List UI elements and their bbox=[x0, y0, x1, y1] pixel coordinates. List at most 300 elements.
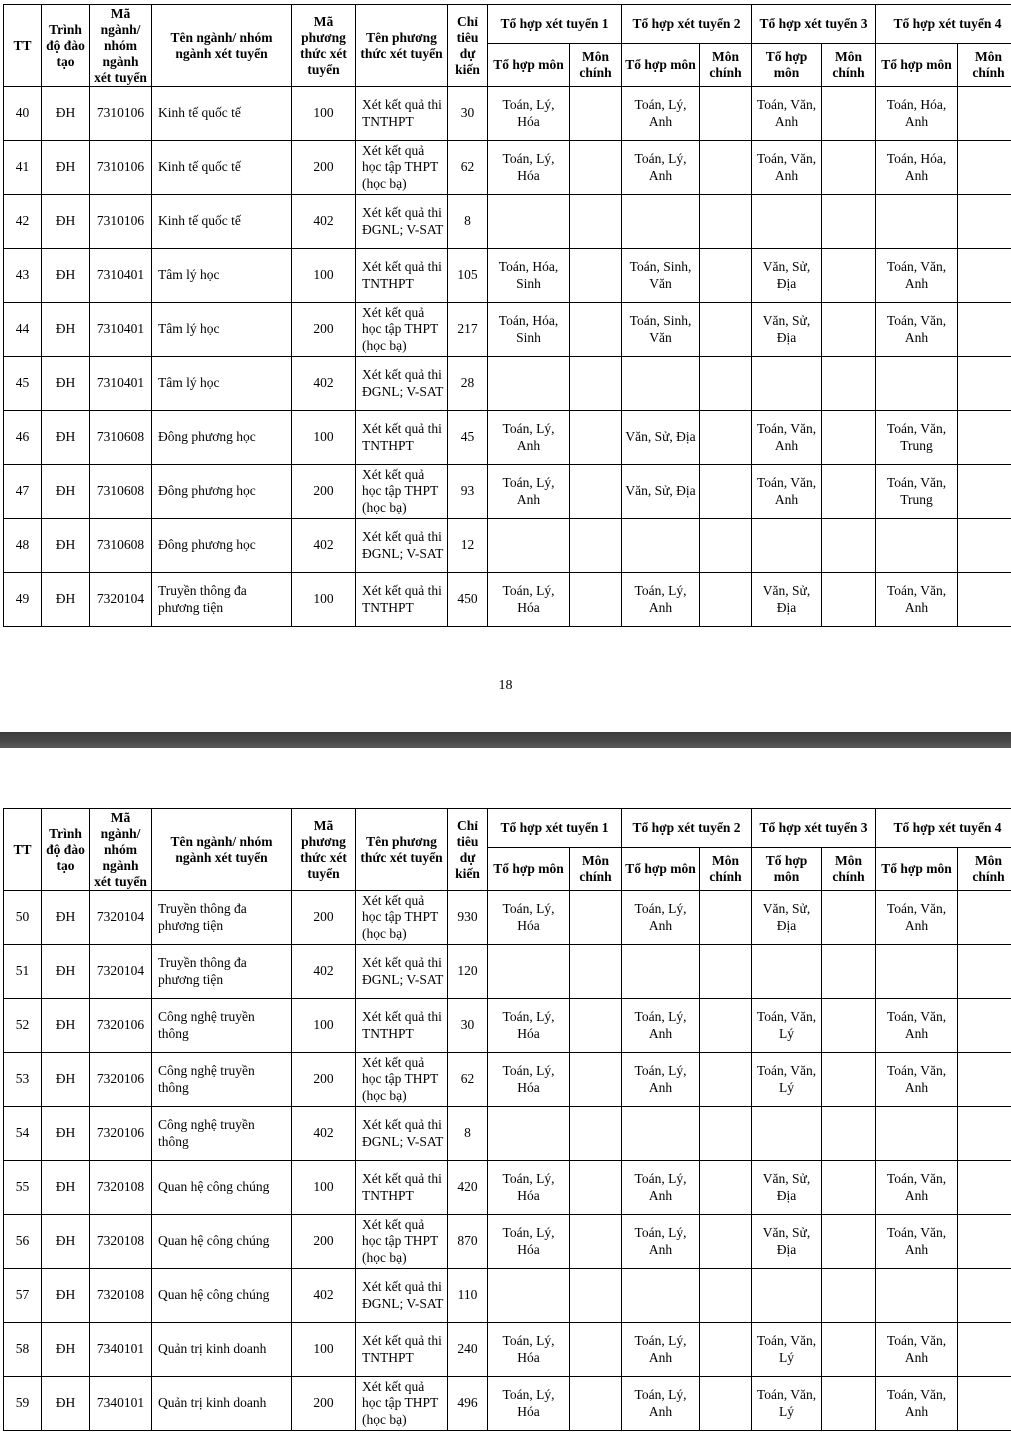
cell-chi-tieu: 93 bbox=[448, 465, 488, 519]
cell-ten-phuong-thuc: Xét kết quả thi TNTHPT bbox=[356, 1323, 448, 1377]
cell-ten-nganh: Quản trị kinh doanh bbox=[152, 1377, 292, 1431]
cell-mon-chinh-2 bbox=[700, 1215, 752, 1269]
cell-chi-tieu: 450 bbox=[448, 573, 488, 627]
table-row bbox=[4, 411, 1011, 465]
page-number: 18 bbox=[498, 678, 513, 693]
cell-mon-chinh-2 bbox=[700, 87, 752, 141]
table-row bbox=[4, 573, 1011, 627]
cell-to-hop-1: Toán, Hóa, Sinh bbox=[488, 249, 570, 303]
cell-mon-chinh-4 bbox=[958, 1053, 1011, 1107]
cell-chi-tieu: 420 bbox=[448, 1161, 488, 1215]
cell-mon-chinh-3 bbox=[822, 1323, 876, 1377]
header-ten-phuong-thuc: Tên phương thức xét tuyển bbox=[356, 809, 448, 891]
cell-ten-nganh: Tâm lý học bbox=[152, 357, 292, 411]
cell-mon-chinh-4 bbox=[958, 891, 1011, 945]
cell-ten-phuong-thuc: Xét kết quả học tập THPT (học bạ) bbox=[356, 303, 448, 357]
cell-ma-phuong-thuc: 200 bbox=[292, 891, 356, 945]
cell-mon-chinh-4 bbox=[958, 195, 1011, 249]
cell-tt: 46 bbox=[4, 411, 42, 465]
cell-ten-nganh: Kinh tế quốc tế bbox=[152, 141, 292, 195]
cell-trinh-do: ĐH bbox=[42, 891, 90, 945]
cell-to-hop-4: Toán, Hóa, Anh bbox=[876, 141, 958, 195]
cell-trinh-do: ĐH bbox=[42, 1377, 90, 1431]
cell-trinh-do: ĐH bbox=[42, 1323, 90, 1377]
cell-to-hop-2: Toán, Lý, Anh bbox=[622, 1161, 700, 1215]
cell-to-hop-3 bbox=[752, 945, 822, 999]
table-row bbox=[4, 519, 1011, 573]
table-row bbox=[4, 195, 1011, 249]
cell-mon-chinh-1 bbox=[570, 1269, 622, 1323]
cell-mon-chinh-1 bbox=[570, 195, 622, 249]
cell-ma-phuong-thuc: 402 bbox=[292, 1107, 356, 1161]
cell-to-hop-3: Toán, Văn, Lý bbox=[752, 1377, 822, 1431]
cell-to-hop-2: Toán, Lý, Anh bbox=[622, 141, 700, 195]
cell-mon-chinh-4 bbox=[958, 303, 1011, 357]
table-row bbox=[4, 303, 1011, 357]
cell-trinh-do: ĐH bbox=[42, 945, 90, 999]
header-group-4: Tổ hợp xét tuyển 4 bbox=[876, 809, 1011, 848]
cell-to-hop-1: Toán, Hóa, Sinh bbox=[488, 303, 570, 357]
cell-mon-chinh-3 bbox=[822, 891, 876, 945]
cell-to-hop-4: Toán, Văn, Anh bbox=[876, 1215, 958, 1269]
cell-ma-nganh: 7310401 bbox=[90, 303, 152, 357]
cell-ma-nganh: 7320106 bbox=[90, 1053, 152, 1107]
cell-mon-chinh-4 bbox=[958, 1269, 1011, 1323]
cell-ma-phuong-thuc: 402 bbox=[292, 195, 356, 249]
cell-ma-nganh: 7320108 bbox=[90, 1269, 152, 1323]
cell-mon-chinh-3 bbox=[822, 1053, 876, 1107]
cell-ten-phuong-thuc: Xét kết quả thi ĐGNL; V-SAT bbox=[356, 357, 448, 411]
cell-ma-nganh: 7320104 bbox=[90, 945, 152, 999]
cell-tt: 52 bbox=[4, 999, 42, 1053]
cell-to-hop-1: Toán, Lý, Hóa bbox=[488, 1161, 570, 1215]
cell-to-hop-2 bbox=[622, 1269, 700, 1323]
cell-trinh-do: ĐH bbox=[42, 357, 90, 411]
header-ma-nganh: Mã ngành/ nhóm ngành xét tuyển bbox=[90, 809, 152, 891]
header-chi-tieu: Chỉ tiêu dự kiến bbox=[448, 809, 488, 891]
cell-to-hop-1 bbox=[488, 1107, 570, 1161]
cell-chi-tieu: 62 bbox=[448, 141, 488, 195]
header-group-3: Tổ hợp xét tuyển 3 bbox=[752, 809, 876, 848]
cell-trinh-do: ĐH bbox=[42, 411, 90, 465]
cell-trinh-do: ĐH bbox=[42, 87, 90, 141]
header-group-3: Tổ hợp xét tuyển 3 bbox=[752, 5, 876, 44]
cell-to-hop-4 bbox=[876, 519, 958, 573]
cell-chi-tieu: 930 bbox=[448, 891, 488, 945]
cell-mon-chinh-1 bbox=[570, 1107, 622, 1161]
cell-ten-nganh: Kinh tế quốc tế bbox=[152, 87, 292, 141]
cell-mon-chinh-1 bbox=[570, 891, 622, 945]
cell-ten-nganh: Đông phương học bbox=[152, 411, 292, 465]
cell-trinh-do: ĐH bbox=[42, 1161, 90, 1215]
cell-ma-nganh: 7310106 bbox=[90, 195, 152, 249]
cell-to-hop-3 bbox=[752, 1107, 822, 1161]
cell-to-hop-3: Văn, Sử, Địa bbox=[752, 1215, 822, 1269]
cell-mon-chinh-1 bbox=[570, 573, 622, 627]
header-group-2: Tổ hợp xét tuyển 2 bbox=[622, 5, 752, 44]
cell-chi-tieu: 12 bbox=[448, 519, 488, 573]
cell-mon-chinh-4 bbox=[958, 945, 1011, 999]
cell-ma-nganh: 7310106 bbox=[90, 87, 152, 141]
cell-to-hop-2: Toán, Lý, Anh bbox=[622, 573, 700, 627]
header-trinh-do: Trình độ đào tạo bbox=[42, 809, 90, 891]
page-separator bbox=[0, 732, 1011, 748]
cell-ma-nganh: 7320108 bbox=[90, 1215, 152, 1269]
cell-to-hop-4: Toán, Văn, Trung bbox=[876, 465, 958, 519]
cell-to-hop-3: Toán, Văn, Lý bbox=[752, 1323, 822, 1377]
cell-mon-chinh-4 bbox=[958, 87, 1011, 141]
cell-ten-phuong-thuc: Xét kết quả thi ĐGNL; V-SAT bbox=[356, 1269, 448, 1323]
cell-to-hop-1 bbox=[488, 357, 570, 411]
cell-ten-phuong-thuc: Xét kết quả thi TNTHPT bbox=[356, 411, 448, 465]
cell-mon-chinh-2 bbox=[700, 1269, 752, 1323]
cell-mon-chinh-3 bbox=[822, 1107, 876, 1161]
cell-to-hop-2: Toán, Sinh, Văn bbox=[622, 303, 700, 357]
table-row bbox=[4, 87, 1011, 141]
cell-ten-phuong-thuc: Xét kết quả học tập THPT (học bạ) bbox=[356, 1215, 448, 1269]
header-group-1: Tổ hợp xét tuyển 1 bbox=[488, 809, 622, 848]
cell-mon-chinh-3 bbox=[822, 141, 876, 195]
cell-to-hop-2: Toán, Lý, Anh bbox=[622, 1377, 700, 1431]
cell-to-hop-4: Toán, Văn, Anh bbox=[876, 1053, 958, 1107]
cell-to-hop-4: Toán, Văn, Anh bbox=[876, 303, 958, 357]
cell-mon-chinh-2 bbox=[700, 891, 752, 945]
cell-ma-phuong-thuc: 100 bbox=[292, 1323, 356, 1377]
cell-mon-chinh-3 bbox=[822, 411, 876, 465]
cell-ma-phuong-thuc: 200 bbox=[292, 1053, 356, 1107]
header-to-hop-mon: Tổ hợp môn bbox=[752, 848, 822, 891]
cell-mon-chinh-4 bbox=[958, 465, 1011, 519]
cell-to-hop-3: Toán, Văn, Anh bbox=[752, 411, 822, 465]
table-row bbox=[4, 1053, 1011, 1107]
cell-mon-chinh-3 bbox=[822, 999, 876, 1053]
cell-to-hop-2: Toán, Lý, Anh bbox=[622, 1215, 700, 1269]
cell-mon-chinh-3 bbox=[822, 465, 876, 519]
header-to-hop-mon: Tổ hợp môn bbox=[876, 44, 958, 87]
cell-ma-nganh: 7320104 bbox=[90, 573, 152, 627]
cell-to-hop-1: Toán, Lý, Hóa bbox=[488, 573, 570, 627]
cell-ma-nganh: 7340101 bbox=[90, 1323, 152, 1377]
cell-trinh-do: ĐH bbox=[42, 141, 90, 195]
cell-ten-phuong-thuc: Xét kết quả học tập THPT (học bạ) bbox=[356, 141, 448, 195]
cell-to-hop-4: Toán, Văn, Anh bbox=[876, 891, 958, 945]
header-to-hop-mon: Tổ hợp môn bbox=[876, 848, 958, 891]
table-row bbox=[4, 999, 1011, 1053]
cell-to-hop-2: Văn, Sử, Địa bbox=[622, 411, 700, 465]
cell-chi-tieu: 240 bbox=[448, 1323, 488, 1377]
header-mon-chinh: Môn chính bbox=[700, 44, 752, 87]
cell-mon-chinh-3 bbox=[822, 1161, 876, 1215]
cell-to-hop-2: Toán, Lý, Anh bbox=[622, 1053, 700, 1107]
cell-mon-chinh-4 bbox=[958, 1377, 1011, 1431]
cell-to-hop-2 bbox=[622, 357, 700, 411]
cell-mon-chinh-3 bbox=[822, 1269, 876, 1323]
cell-mon-chinh-2 bbox=[700, 411, 752, 465]
cell-trinh-do: ĐH bbox=[42, 519, 90, 573]
cell-to-hop-3 bbox=[752, 357, 822, 411]
cell-to-hop-1: Toán, Lý, Hóa bbox=[488, 1377, 570, 1431]
admission-table bbox=[3, 4, 1011, 627]
cell-ma-phuong-thuc: 402 bbox=[292, 519, 356, 573]
cell-ten-nganh: Tâm lý học bbox=[152, 249, 292, 303]
cell-to-hop-4 bbox=[876, 1269, 958, 1323]
header-group-4: Tổ hợp xét tuyển 4 bbox=[876, 5, 1011, 44]
header-to-hop-mon: Tổ hợp môn bbox=[488, 44, 570, 87]
cell-mon-chinh-4 bbox=[958, 1215, 1011, 1269]
cell-mon-chinh-4 bbox=[958, 141, 1011, 195]
header-mon-chinh: Môn chính bbox=[958, 848, 1011, 891]
table-row bbox=[4, 249, 1011, 303]
cell-to-hop-3: Toán, Văn, Lý bbox=[752, 999, 822, 1053]
cell-mon-chinh-1 bbox=[570, 465, 622, 519]
cell-mon-chinh-2 bbox=[700, 357, 752, 411]
cell-mon-chinh-1 bbox=[570, 1377, 622, 1431]
cell-mon-chinh-3 bbox=[822, 1377, 876, 1431]
header-tt: TT bbox=[4, 5, 42, 87]
cell-trinh-do: ĐH bbox=[42, 1107, 90, 1161]
cell-trinh-do: ĐH bbox=[42, 465, 90, 519]
header-mon-chinh: Môn chính bbox=[822, 44, 876, 87]
cell-mon-chinh-2 bbox=[700, 1107, 752, 1161]
table-row bbox=[4, 1323, 1011, 1377]
header-trinh-do: Trình độ đào tạo bbox=[42, 5, 90, 87]
cell-mon-chinh-3 bbox=[822, 1215, 876, 1269]
cell-mon-chinh-2 bbox=[700, 195, 752, 249]
cell-tt: 53 bbox=[4, 1053, 42, 1107]
cell-mon-chinh-3 bbox=[822, 945, 876, 999]
cell-ten-phuong-thuc: Xét kết quả học tập THPT (học bạ) bbox=[356, 891, 448, 945]
cell-chi-tieu: 496 bbox=[448, 1377, 488, 1431]
cell-ma-phuong-thuc: 402 bbox=[292, 357, 356, 411]
cell-chi-tieu: 110 bbox=[448, 1269, 488, 1323]
cell-tt: 49 bbox=[4, 573, 42, 627]
cell-mon-chinh-1 bbox=[570, 519, 622, 573]
cell-ten-nganh: Đông phương học bbox=[152, 465, 292, 519]
cell-ten-nganh: Công nghệ truyền thông bbox=[152, 1053, 292, 1107]
cell-ten-phuong-thuc: Xét kết quả thi TNTHPT bbox=[356, 249, 448, 303]
cell-mon-chinh-1 bbox=[570, 87, 622, 141]
table-row bbox=[4, 141, 1011, 195]
header-mon-chinh: Môn chính bbox=[570, 848, 622, 891]
cell-ma-phuong-thuc: 402 bbox=[292, 945, 356, 999]
cell-ten-phuong-thuc: Xét kết quả thi ĐGNL; V-SAT bbox=[356, 195, 448, 249]
cell-to-hop-3: Toán, Văn, Anh bbox=[752, 465, 822, 519]
cell-mon-chinh-2 bbox=[700, 1377, 752, 1431]
cell-trinh-do: ĐH bbox=[42, 303, 90, 357]
cell-to-hop-4 bbox=[876, 195, 958, 249]
cell-ma-nganh: 7310106 bbox=[90, 141, 152, 195]
cell-ten-phuong-thuc: Xét kết quả thi ĐGNL; V-SAT bbox=[356, 519, 448, 573]
header-group-1: Tổ hợp xét tuyển 1 bbox=[488, 5, 622, 44]
table-body bbox=[4, 891, 1011, 1431]
cell-tt: 56 bbox=[4, 1215, 42, 1269]
cell-to-hop-4: Toán, Văn, Anh bbox=[876, 573, 958, 627]
cell-mon-chinh-4 bbox=[958, 411, 1011, 465]
header-ten-nganh: Tên ngành/ nhóm ngành xét tuyển bbox=[152, 5, 292, 87]
cell-mon-chinh-3 bbox=[822, 195, 876, 249]
header-ma-phuong-thuc: Mã phương thức xét tuyển bbox=[292, 809, 356, 891]
cell-mon-chinh-3 bbox=[822, 249, 876, 303]
cell-mon-chinh-4 bbox=[958, 519, 1011, 573]
cell-ten-nganh: Kinh tế quốc tế bbox=[152, 195, 292, 249]
cell-mon-chinh-4 bbox=[958, 249, 1011, 303]
table-row bbox=[4, 891, 1011, 945]
cell-tt: 42 bbox=[4, 195, 42, 249]
cell-tt: 40 bbox=[4, 87, 42, 141]
cell-to-hop-1: Toán, Lý, Anh bbox=[488, 465, 570, 519]
cell-tt: 57 bbox=[4, 1269, 42, 1323]
cell-chi-tieu: 28 bbox=[448, 357, 488, 411]
cell-to-hop-3 bbox=[752, 195, 822, 249]
cell-mon-chinh-1 bbox=[570, 249, 622, 303]
cell-to-hop-4: Toán, Văn, Anh bbox=[876, 999, 958, 1053]
cell-ten-nganh: Truyền thông đa phương tiện bbox=[152, 945, 292, 999]
cell-ten-phuong-thuc: Xét kết quả thi ĐGNL; V-SAT bbox=[356, 1107, 448, 1161]
cell-to-hop-1: Toán, Lý, Hóa bbox=[488, 891, 570, 945]
cell-ma-nganh: 7320106 bbox=[90, 1107, 152, 1161]
cell-to-hop-1: Toán, Lý, Hóa bbox=[488, 1323, 570, 1377]
header-mon-chinh: Môn chính bbox=[822, 848, 876, 891]
cell-mon-chinh-1 bbox=[570, 999, 622, 1053]
cell-ma-nganh: 7320104 bbox=[90, 891, 152, 945]
cell-to-hop-3: Văn, Sử, Địa bbox=[752, 249, 822, 303]
cell-ten-phuong-thuc: Xét kết quả học tập THPT (học bạ) bbox=[356, 465, 448, 519]
cell-mon-chinh-2 bbox=[700, 303, 752, 357]
header-to-hop-mon: Tổ hợp môn bbox=[622, 848, 700, 891]
header-mon-chinh: Môn chính bbox=[570, 44, 622, 87]
cell-ma-nganh: 7310608 bbox=[90, 465, 152, 519]
cell-to-hop-4: Toán, Hóa, Anh bbox=[876, 87, 958, 141]
cell-tt: 55 bbox=[4, 1161, 42, 1215]
cell-to-hop-1 bbox=[488, 945, 570, 999]
cell-mon-chinh-1 bbox=[570, 1323, 622, 1377]
admission-table bbox=[3, 808, 1011, 1431]
cell-ten-nganh: Quan hệ công chúng bbox=[152, 1269, 292, 1323]
cell-ten-phuong-thuc: Xét kết quả thi TNTHPT bbox=[356, 1161, 448, 1215]
cell-chi-tieu: 120 bbox=[448, 945, 488, 999]
cell-to-hop-3 bbox=[752, 519, 822, 573]
table-row bbox=[4, 1215, 1011, 1269]
header-tt: TT bbox=[4, 809, 42, 891]
cell-to-hop-3: Văn, Sử, Địa bbox=[752, 573, 822, 627]
cell-trinh-do: ĐH bbox=[42, 573, 90, 627]
cell-chi-tieu: 62 bbox=[448, 1053, 488, 1107]
cell-to-hop-1: Toán, Lý, Hóa bbox=[488, 1053, 570, 1107]
table-row bbox=[4, 945, 1011, 999]
cell-to-hop-2: Toán, Sinh, Văn bbox=[622, 249, 700, 303]
cell-chi-tieu: 217 bbox=[448, 303, 488, 357]
header-to-hop-mon: Tổ hợp môn bbox=[488, 848, 570, 891]
cell-mon-chinh-3 bbox=[822, 573, 876, 627]
cell-to-hop-1: Toán, Lý, Anh bbox=[488, 411, 570, 465]
cell-mon-chinh-1 bbox=[570, 303, 622, 357]
cell-trinh-do: ĐH bbox=[42, 195, 90, 249]
header-mon-chinh: Môn chính bbox=[958, 44, 1011, 87]
cell-to-hop-4: Toán, Văn, Anh bbox=[876, 249, 958, 303]
cell-mon-chinh-1 bbox=[570, 945, 622, 999]
cell-ma-phuong-thuc: 402 bbox=[292, 1269, 356, 1323]
cell-mon-chinh-1 bbox=[570, 1215, 622, 1269]
cell-ma-phuong-thuc: 200 bbox=[292, 1215, 356, 1269]
cell-mon-chinh-2 bbox=[700, 573, 752, 627]
cell-ma-nganh: 7310401 bbox=[90, 249, 152, 303]
cell-to-hop-3: Văn, Sử, Địa bbox=[752, 1161, 822, 1215]
cell-tt: 48 bbox=[4, 519, 42, 573]
cell-to-hop-2: Toán, Lý, Anh bbox=[622, 87, 700, 141]
cell-ma-nganh: 7310608 bbox=[90, 411, 152, 465]
header-mon-chinh: Môn chính bbox=[700, 848, 752, 891]
cell-to-hop-1 bbox=[488, 1269, 570, 1323]
cell-mon-chinh-3 bbox=[822, 357, 876, 411]
header-group-2: Tổ hợp xét tuyển 2 bbox=[622, 809, 752, 848]
header-to-hop-mon: Tổ hợp môn bbox=[622, 44, 700, 87]
cell-chi-tieu: 105 bbox=[448, 249, 488, 303]
cell-ma-phuong-thuc: 200 bbox=[292, 465, 356, 519]
cell-to-hop-1 bbox=[488, 195, 570, 249]
cell-ten-phuong-thuc: Xét kết quả thi ĐGNL; V-SAT bbox=[356, 945, 448, 999]
cell-ten-nganh: Quan hệ công chúng bbox=[152, 1215, 292, 1269]
cell-ten-phuong-thuc: Xét kết quả thi TNTHPT bbox=[356, 87, 448, 141]
cell-mon-chinh-3 bbox=[822, 87, 876, 141]
header-ma-nganh: Mã ngành/ nhóm ngành xét tuyển bbox=[90, 5, 152, 87]
cell-mon-chinh-2 bbox=[700, 1161, 752, 1215]
cell-mon-chinh-2 bbox=[700, 945, 752, 999]
cell-mon-chinh-4 bbox=[958, 999, 1011, 1053]
cell-ma-nganh: 7320108 bbox=[90, 1161, 152, 1215]
cell-mon-chinh-4 bbox=[958, 1161, 1011, 1215]
cell-chi-tieu: 30 bbox=[448, 999, 488, 1053]
cell-ma-phuong-thuc: 200 bbox=[292, 1377, 356, 1431]
cell-trinh-do: ĐH bbox=[42, 1053, 90, 1107]
cell-mon-chinh-4 bbox=[958, 357, 1011, 411]
cell-to-hop-1 bbox=[488, 519, 570, 573]
cell-mon-chinh-1 bbox=[570, 357, 622, 411]
cell-ten-phuong-thuc: Xét kết quả thi TNTHPT bbox=[356, 573, 448, 627]
cell-tt: 44 bbox=[4, 303, 42, 357]
cell-mon-chinh-1 bbox=[570, 1161, 622, 1215]
cell-ten-nganh: Tâm lý học bbox=[152, 303, 292, 357]
cell-tt: 51 bbox=[4, 945, 42, 999]
document-page-19 bbox=[0, 748, 1011, 1440]
table-row bbox=[4, 1161, 1011, 1215]
cell-mon-chinh-4 bbox=[958, 1323, 1011, 1377]
cell-ten-nganh: Công nghệ truyền thông bbox=[152, 1107, 292, 1161]
cell-to-hop-3: Văn, Sử, Địa bbox=[752, 303, 822, 357]
cell-to-hop-3: Văn, Sử, Địa bbox=[752, 891, 822, 945]
cell-to-hop-4 bbox=[876, 945, 958, 999]
cell-tt: 41 bbox=[4, 141, 42, 195]
cell-ma-phuong-thuc: 200 bbox=[292, 141, 356, 195]
cell-tt: 43 bbox=[4, 249, 42, 303]
cell-mon-chinh-4 bbox=[958, 1107, 1011, 1161]
cell-to-hop-1: Toán, Lý, Hóa bbox=[488, 1215, 570, 1269]
cell-chi-tieu: 8 bbox=[448, 195, 488, 249]
cell-ma-nganh: 7340101 bbox=[90, 1377, 152, 1431]
cell-to-hop-1: Toán, Lý, Hóa bbox=[488, 87, 570, 141]
cell-mon-chinh-2 bbox=[700, 141, 752, 195]
cell-mon-chinh-1 bbox=[570, 141, 622, 195]
cell-tt: 50 bbox=[4, 891, 42, 945]
cell-ma-phuong-thuc: 200 bbox=[292, 303, 356, 357]
cell-mon-chinh-1 bbox=[570, 1053, 622, 1107]
cell-ma-phuong-thuc: 100 bbox=[292, 87, 356, 141]
cell-ten-nganh: Truyền thông đa phương tiện bbox=[152, 891, 292, 945]
cell-to-hop-3: Toán, Văn, Lý bbox=[752, 1053, 822, 1107]
cell-to-hop-4 bbox=[876, 357, 958, 411]
cell-chi-tieu: 45 bbox=[448, 411, 488, 465]
table-row bbox=[4, 357, 1011, 411]
cell-ten-nganh: Quan hệ công chúng bbox=[152, 1161, 292, 1215]
